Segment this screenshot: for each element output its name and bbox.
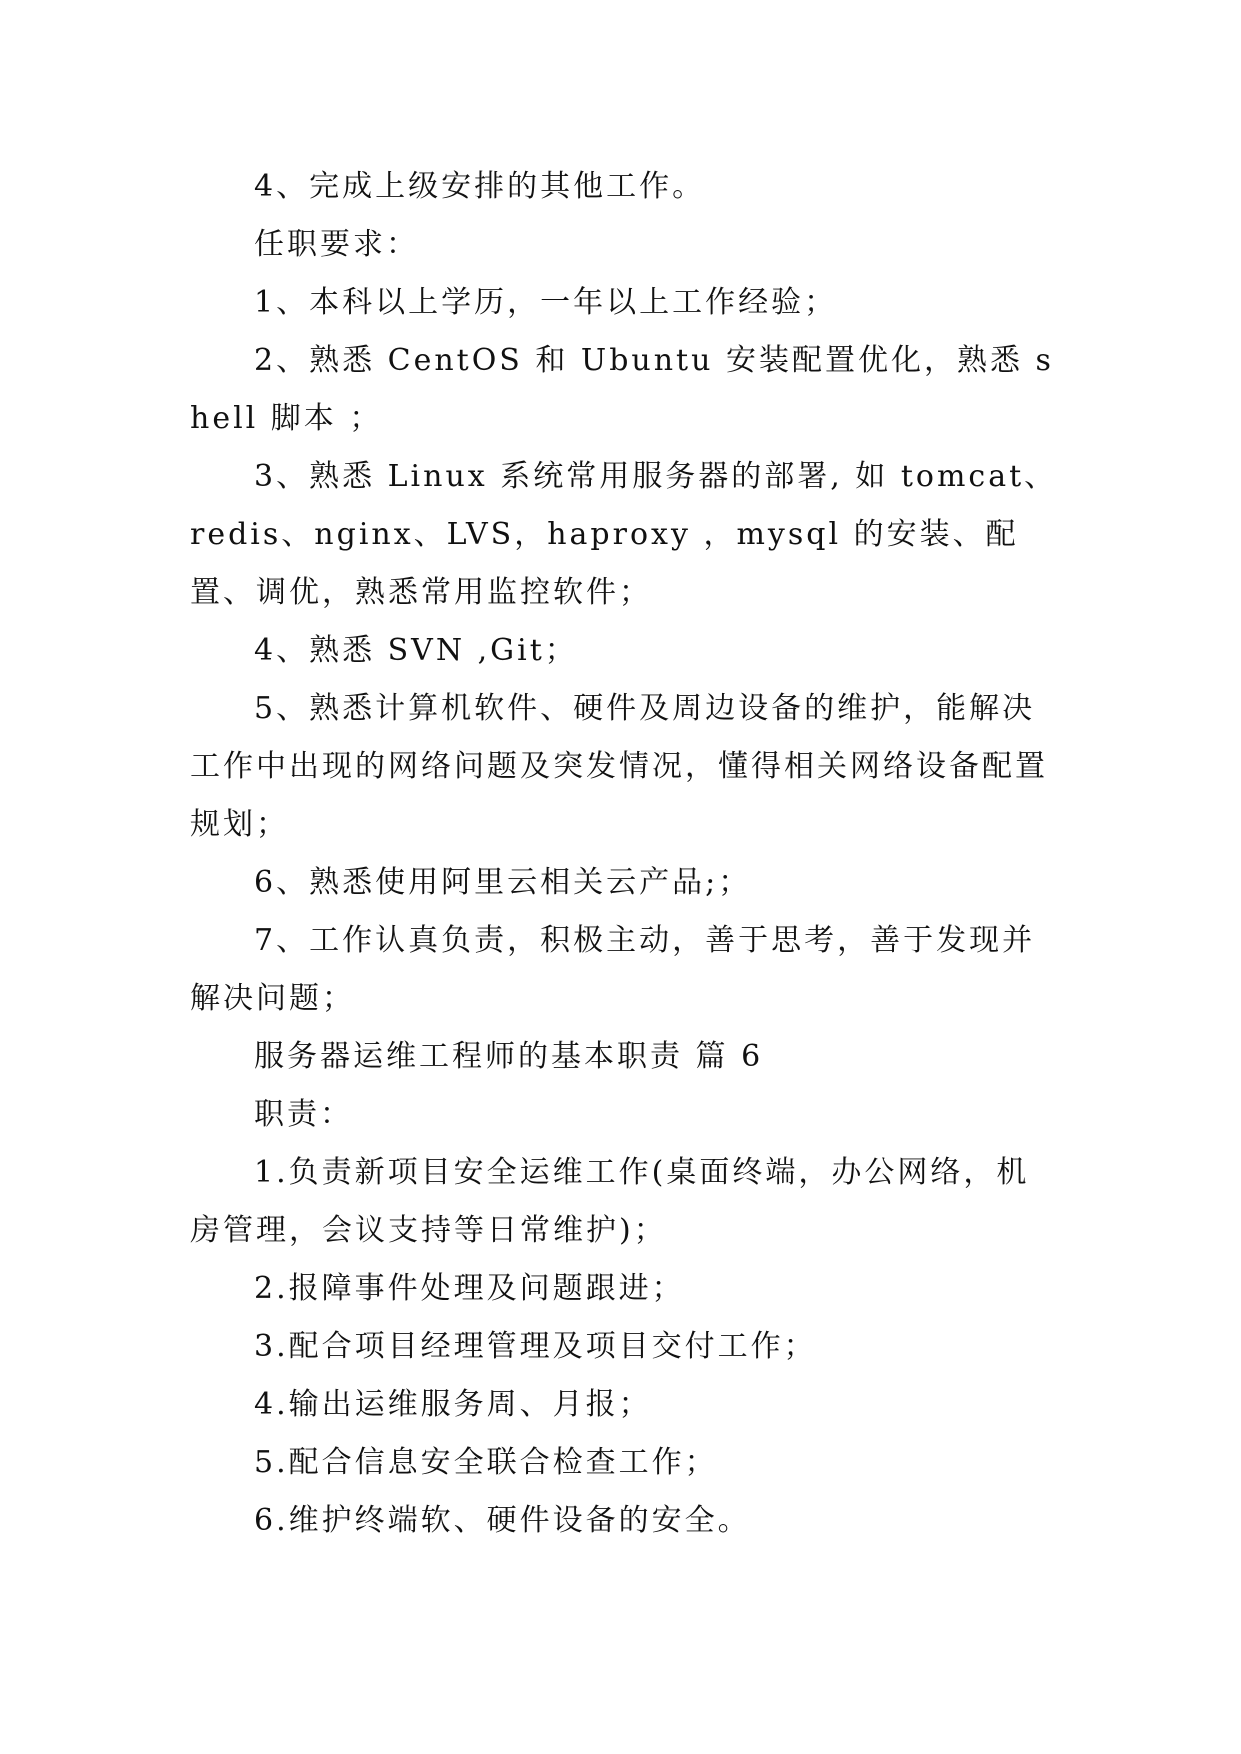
section-heading: 服务器运维工程师的基本职责 篇 6 [254,1039,764,1074]
paragraph: 7、工作认真负责，积极主动，善于思考，善于发现并解决问题； [190,923,1036,1016]
paragraph: 4、熟悉 SVN ,Git； [254,633,578,668]
paragraph: 3.配合项目经理管理及项目交付工作； [254,1329,817,1364]
paragraph: 4、完成上级安排的其他工作。 [254,169,706,204]
document-body [190,158,1060,1550]
paragraph: 任职要求： [254,227,419,262]
paragraph: 2、熟悉 CentOS 和 Ubuntu 安装配置优化，熟悉 shell 脚本 ； [190,343,1054,436]
paragraph: 4.输出运维服务周、月报； [254,1387,652,1422]
paragraph: 6.维护终端软、硬件设备的安全。 [254,1503,751,1538]
paragraph: 5.配合信息安全联合检查工作； [254,1445,718,1480]
paragraph: 职责： [254,1097,353,1132]
paragraph: 2.报障事件处理及问题跟进； [254,1271,685,1306]
paragraph: 6、熟悉使用阿里云相关云产品;； [254,865,752,900]
paragraph: 5、熟悉计算机软件、硬件及周边设备的维护，能解决工作中出现的网络问题及突发情况，懂得相关网络设备配置规划； [190,691,1048,842]
paragraph: 1、本科以上学历，一年以上工作经验； [254,285,838,320]
paragraph: 1.负责新项目安全运维工作(桌面终端，办公网络，机房管理，会议支持等日常维护)； [190,1155,1030,1248]
paragraph: 3、熟悉 Linux 系统常用服务器的部署, 如 tomcat、redis、nginx、LVS，haproxy ，mysql 的安装、配置、调优，熟悉常用监控软件； [190,459,1058,610]
